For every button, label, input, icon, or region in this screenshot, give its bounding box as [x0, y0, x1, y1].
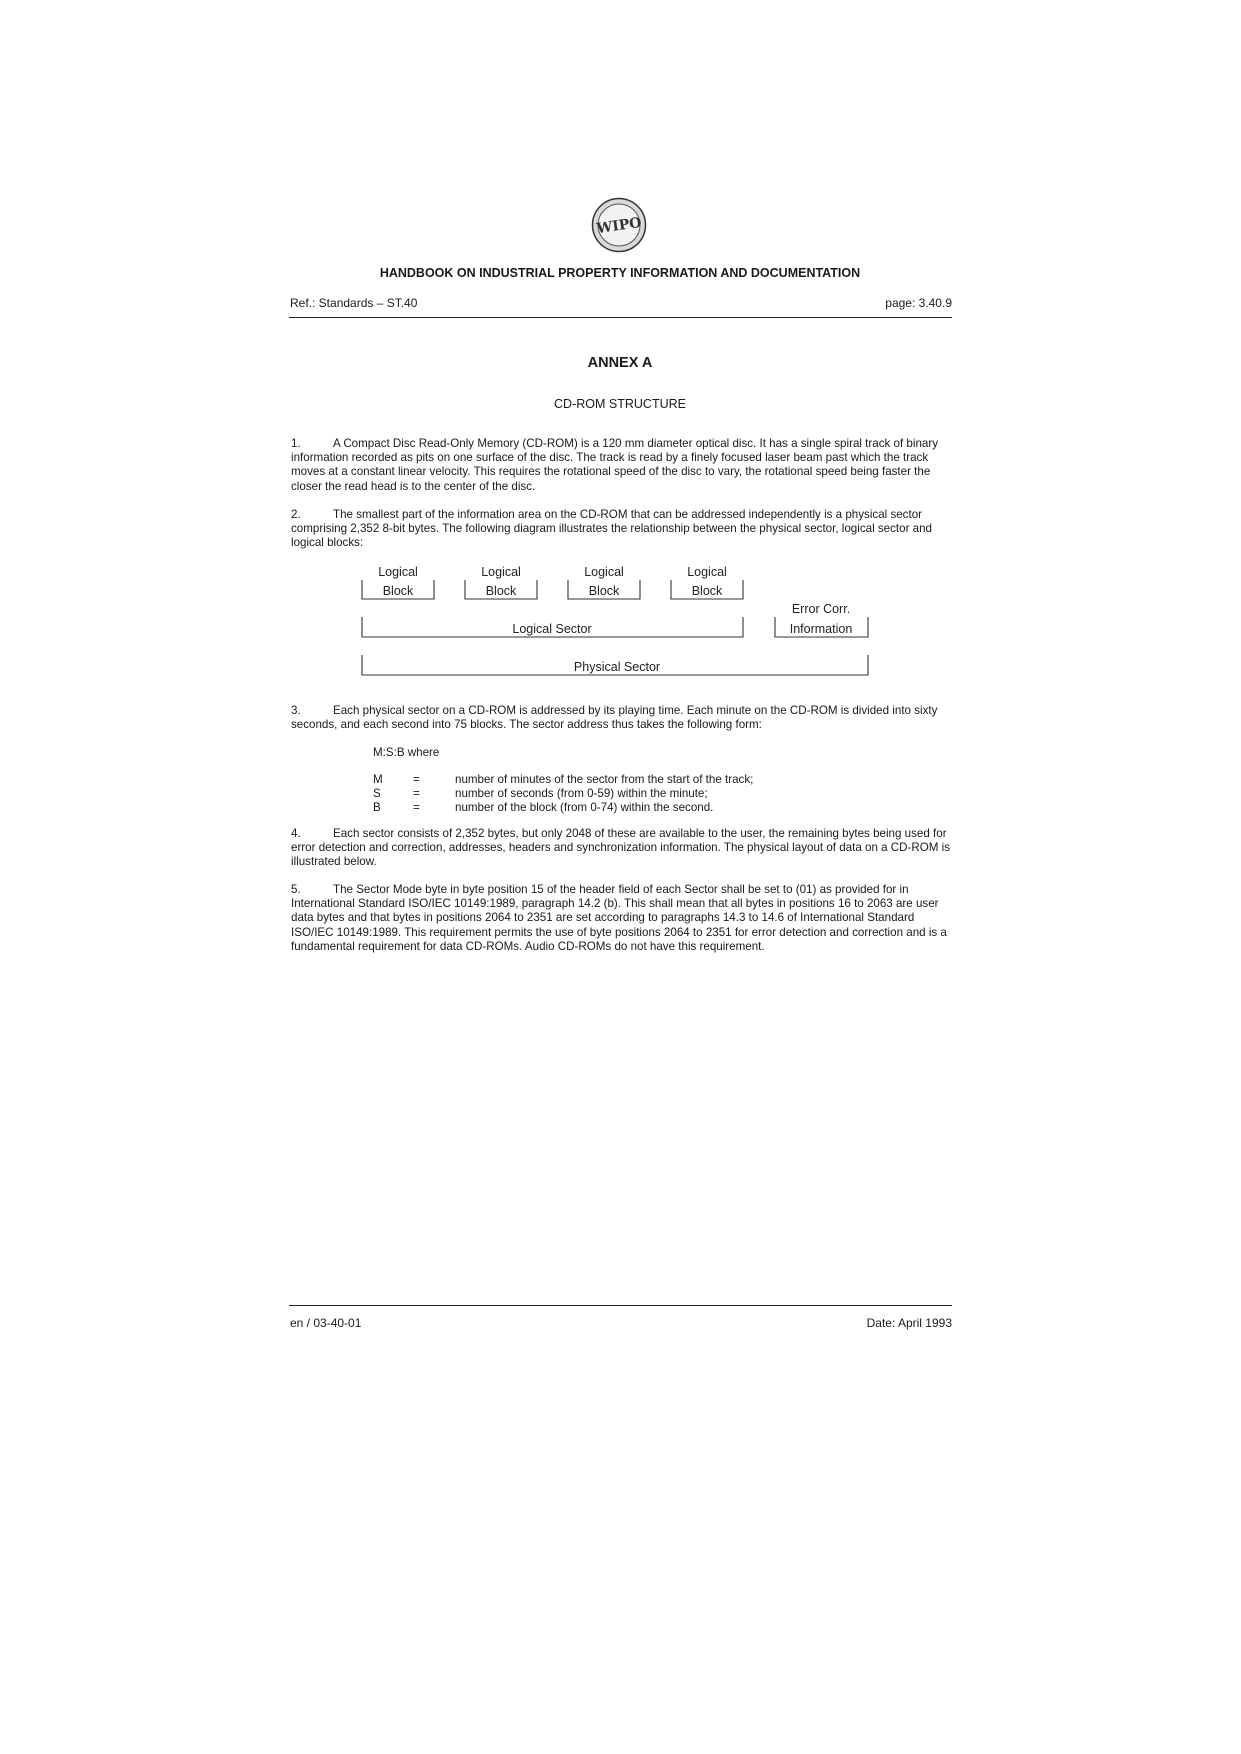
- document-date: Date: April 1993: [866, 1316, 952, 1330]
- error-label-top: Error Corr.: [791, 602, 851, 616]
- paragraph-4: [291, 827, 951, 870]
- paragraph-text: The Sector Mode byte in byte position 15 of the header field of each Sector shall be set to (01) as provided for in International Standard ISO/IEC 10149:1989, paragraph 14.2 (b). This shall mean that all bytes in positions 16 to 2063 are user data bytes and that bytes in positions 2064 to 2351 are set according to paragraphs 14.3 to 14.6 of International Standard ISO/IEC 10149:1989. This requirement permits the use of byte positions 2064 to 2351 for error detection and correction and is a fundamental requirement for data CD-ROMs. Audio CD-ROMs do not have this requirement.: [291, 883, 947, 953]
- paragraph-number: 5.: [291, 883, 301, 896]
- logical-block-4: [671, 565, 743, 599]
- paragraph-3: [291, 704, 951, 732]
- block-label-bottom: Block: [691, 584, 723, 598]
- paragraph-text: Each sector consists of 2,352 bytes, but only 2048 of these are available to the user, the remaining bytes being used for error detection and correction, addresses, headers and synchronization information. The physical layout of data on a CD-ROM is illustrated below.: [291, 827, 951, 869]
- error-correction-bracket: [775, 602, 868, 637]
- definition-text: number of the block (from 0-74) within the second.: [455, 801, 714, 814]
- paragraph-text: A Compact Disc Read-Only Memory (CD-ROM) is a 120 mm diameter optical disc. It has a single spiral track of binary information recorded as pits on one surface of the disc. The track is read by a finely focused laser beam past which the track moves at a constant linear velocity. This requires the rotational speed of the disc to vary, the rotational speed being faster the closer the read head is to the center of the disc.: [291, 437, 938, 493]
- definition-text: number of seconds (from 0-59) within the minute;: [455, 787, 708, 800]
- definition-text: number of minutes of the sector from the start of the track;: [455, 773, 754, 786]
- footer-rule: [289, 1305, 952, 1306]
- logical-sector-bracket: [362, 617, 743, 637]
- section-title: CD-ROM STRUCTURE: [554, 397, 686, 411]
- logical-block-1: [362, 565, 434, 599]
- definition-equals: =: [413, 801, 420, 814]
- paragraph-text: Each physical sector on a CD-ROM is addressed by its playing time. Each minute on the CD-ROM is divided into sixty seconds, and each second into 75 blocks. The sector address thus takes the following form:: [291, 704, 938, 732]
- block-label-top: Logical: [378, 565, 418, 579]
- physical-sector-bracket: [362, 655, 868, 675]
- definition-symbol: M: [373, 773, 383, 786]
- definition-symbol: B: [373, 801, 381, 814]
- reference-label: Ref.: Standards – ST.40: [290, 296, 418, 310]
- paragraph-number: 2.: [291, 508, 301, 521]
- block-label-bottom: Block: [382, 584, 414, 598]
- error-label-bottom: Information: [789, 622, 853, 636]
- logical-block-2: [465, 565, 537, 599]
- block-label-bottom: Block: [588, 584, 620, 598]
- logical-block-3: [568, 565, 640, 599]
- handbook-title: HANDBOOK ON INDUSTRIAL PROPERTY INFORMATION AND DOCUMENTATION: [379, 266, 861, 280]
- paragraph-number: 1.: [291, 437, 301, 450]
- paragraph-number: 4.: [291, 827, 301, 840]
- definition-equals: =: [413, 773, 420, 786]
- header-rule: [289, 317, 952, 318]
- block-label-bottom: Block: [485, 584, 517, 598]
- logical-sector-label: Logical Sector: [512, 622, 592, 636]
- address-formula: M:S:B where: [373, 746, 440, 759]
- block-label-top: Logical: [481, 565, 521, 579]
- physical-sector-label: Physical Sector: [573, 660, 661, 674]
- page-number: page: 3.40.9: [885, 296, 952, 310]
- paragraph-2: [291, 508, 951, 551]
- block-label-top: Logical: [584, 565, 624, 579]
- paragraph-5: [291, 883, 951, 954]
- document-code: en / 03-40-01: [290, 1316, 362, 1330]
- paragraph-text: The smallest part of the information area on the CD-ROM that can be addressed independently is a physical sector comprising 2,352 8-bit bytes. The following diagram illustrates the relationship between the physical sector, logical sector and logical blocks:: [291, 508, 933, 550]
- wipo-logo: [591, 197, 647, 253]
- sector-diagram: [360, 565, 880, 680]
- definition-equals: =: [413, 787, 420, 800]
- block-label-top: Logical: [687, 565, 727, 579]
- logo-text: WIPO: [595, 214, 643, 238]
- paragraph-number: 3.: [291, 704, 301, 717]
- paragraph-1: [291, 437, 951, 494]
- definition-symbol: S: [373, 787, 381, 800]
- annex-title: ANNEX A: [587, 355, 653, 371]
